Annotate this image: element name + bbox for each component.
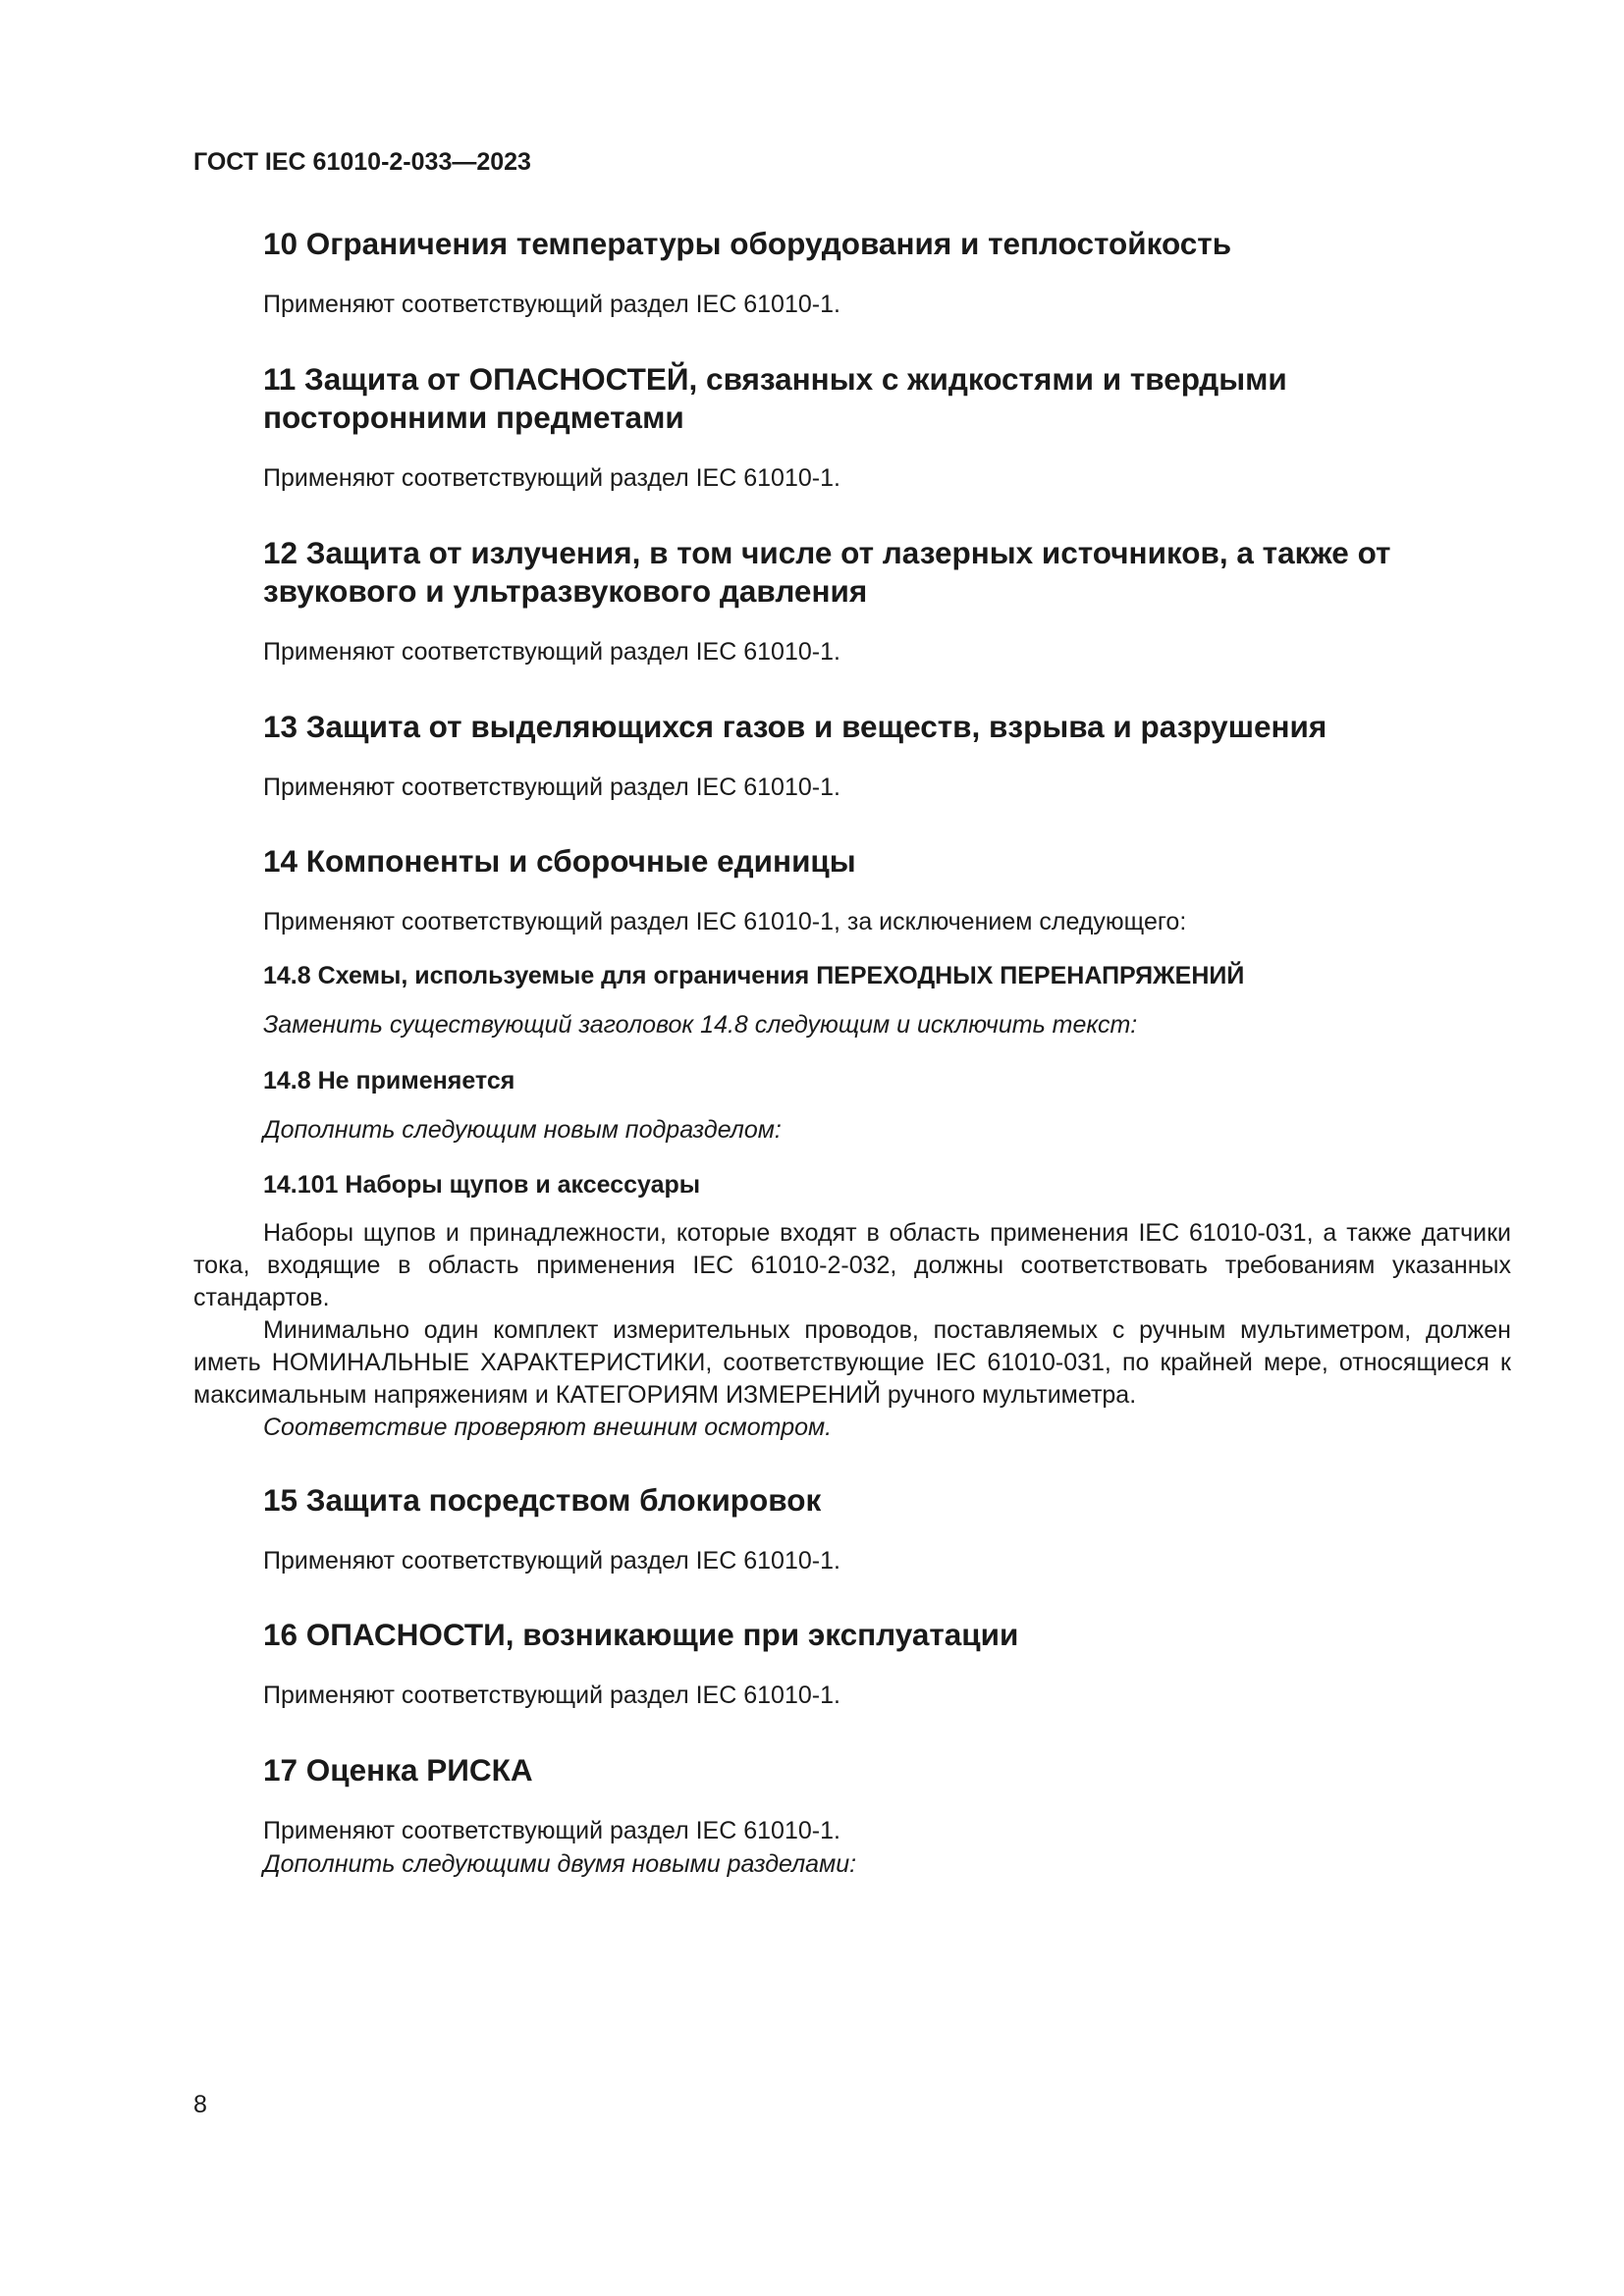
section-11-title-line1: 11 Защита от ОПАСНОСТЕЙ, связанных с жидкостями и твердыми (263, 361, 1287, 397)
running-title: ГОСТ IEC 61010-2-033—2023 (193, 148, 531, 176)
section-17-text: Применяют соответствующий раздел IEC 61010-1. (263, 1817, 840, 1844)
section-13-title: 13 Защита от выделяющихся газов и веществ, взрыва и разрушения (263, 709, 1327, 744)
section-12-text: Применяют соответствующий раздел IEC 61010-1. (263, 638, 840, 666)
paragraph-test-leads: Минимально один комплект измерительных проводов, поставляемых с ручным мультиметром, должен иметь НОМИНАЛЬНЫЕ ХАРАКТЕРИСТИКИ, соответствующие IEC 61010-031, по крайней мере, относящиеся к максимальным напряжениям и КАТЕГОРИЯМ ИЗМЕРЕНИЙ ручного мультиметра. (193, 1316, 1511, 1409)
section-17-instruction: Дополнить следующими двумя новыми разделами: (263, 1850, 857, 1878)
instruction-replace: Заменить существующий заголовок 14.8 следующим и исключить текст: (263, 1011, 1138, 1039)
section-14-text: Применяют соответствующий раздел IEC 61010-1, за исключением следующего: (263, 908, 1187, 935)
section-16-title: 16 ОПАСНОСТИ, возникающие при эксплуатации (263, 1617, 1019, 1652)
section-11-title-line2: посторонними предметами (263, 400, 684, 435)
subsection-14-8-title: 14.8 Схемы, используемые для ограничения ПЕРЕХОДНЫХ ПЕРЕНАПРЯЖЕНИЙ (263, 962, 1245, 989)
section-15-title: 15 Защита посредством блокировок (263, 1482, 822, 1518)
compliance-note: Соответствие проверяют внешним осмотром. (263, 1414, 833, 1441)
section-11-text: Применяют соответствующий раздел IEC 61010-1. (263, 464, 840, 492)
section-15-text: Применяют соответствующий раздел IEC 61010-1. (263, 1547, 840, 1575)
section-10-text: Применяют соответствующий раздел IEC 61010-1. (263, 291, 840, 318)
paragraph-probe-sets: Наборы щупов и принадлежности, которые входят в область применения IEC 61010-031, а также датчики тока, входящие в область применения IEC 61010-2-032, должны соответствовать требованиям указанных стандартов. (193, 1219, 1511, 1311)
section-12-title-line1: 12 Защита от излучения, в том числе от лазерных источников, а также от (263, 535, 1391, 570)
section-13-text: Применяют соответствующий раздел IEC 61010-1. (263, 774, 840, 801)
subsection-14-101-title: 14.101 Наборы щупов и аксессуары (263, 1171, 701, 1199)
section-10-title: 10 Ограничения температуры оборудования и теплостойкость (263, 226, 1232, 261)
page-number: 8 (193, 2091, 207, 2118)
section-12-title-line2: звукового и ультразвукового давления (263, 573, 868, 609)
section-16-text: Применяют соответствующий раздел IEC 61010-1. (263, 1682, 840, 1709)
section-14-title: 14 Компоненты и сборочные единицы (263, 843, 856, 879)
instruction-add: Дополнить следующим новым подразделом: (263, 1116, 782, 1144)
section-17-title: 17 Оценка РИСКА (263, 1752, 533, 1788)
subsection-14-8-new-title: 14.8 Не применяется (263, 1067, 515, 1095)
